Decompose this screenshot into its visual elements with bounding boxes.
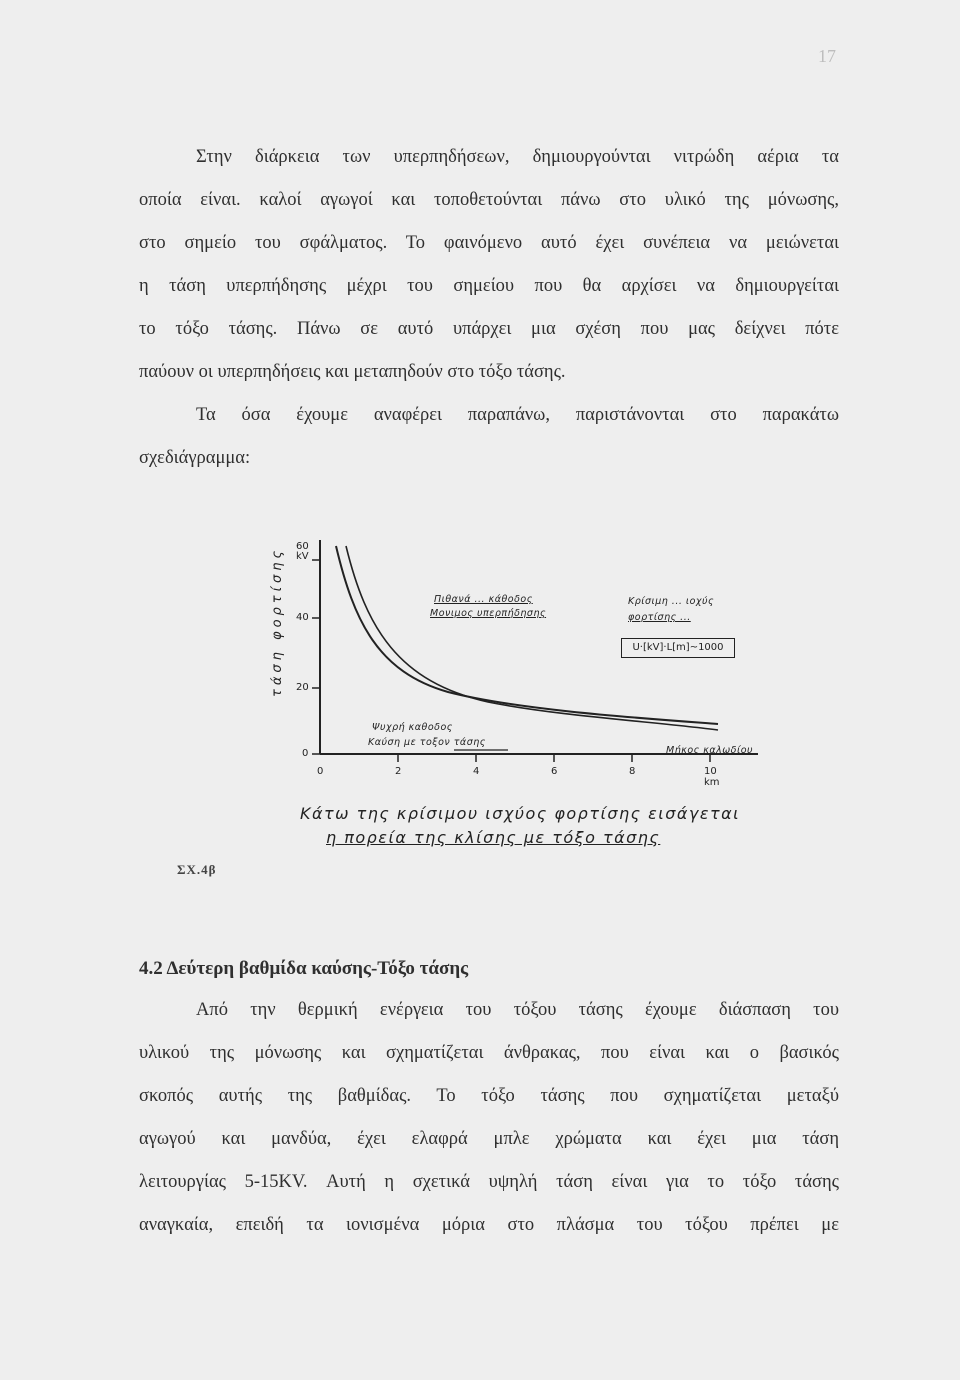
y-tick-label: 60 kV: [296, 541, 309, 562]
annotation-lower-left-line1: Ψυχρή καθοδος: [372, 722, 453, 733]
paragraph-line: λειτουργίας 5-15KV. Αυτή η σχετικά υψηλή τάση είναι για το τόξο τάσης: [139, 1172, 839, 1192]
paragraph-line: Τα όσα έχουμε αναφέρει παραπάνω, παριστάνονται στο παρακάτω: [196, 405, 839, 425]
page-number: 17: [818, 46, 836, 66]
critical-formula-box: U·[kV]·L[m]~1000: [621, 638, 735, 658]
figure-caption-line2: η πορεία της κλίσης με τόξο τάσης: [326, 828, 661, 847]
y-tick-label: 0: [302, 748, 309, 759]
paragraph-line: παύουν οι υπερπηδήσεις και μεταπηδούν στο τόξο τάσης.: [139, 362, 566, 382]
paragraph-line: Από την θερμική ενέργεια του τόξου τάσης έχουμε διάσπαση του: [196, 1000, 839, 1020]
annotation-upper-left-line2: Μονιμος υπερπήδησης: [430, 608, 547, 619]
x-tick-label: 2: [395, 766, 402, 777]
annotation-upper-right-line1: Κρίσιμη ... ιοχύς: [628, 596, 715, 607]
paragraph-line: σχεδιάγραμμα:: [139, 448, 251, 468]
paragraph-line: οποία είναι. καλοί αγωγοί και τοποθετούνται πάνω στο υλικό της μόνωσης,: [139, 190, 839, 210]
figure-label: ΣΧ.4β: [177, 862, 217, 877]
annotation-lower-right: Μήκος καλωδίου: [666, 745, 753, 756]
paragraph-2: [139, 394, 839, 480]
paragraph-line: στο σημείο του σφάλματος. Το φαινόμενο αυτό έχει συνέπεια να μειώνεται: [139, 233, 839, 253]
annotation-upper-right-line2: φορτίσης ...: [628, 612, 691, 623]
paragraph-1: [139, 136, 839, 394]
x-tick-label: 10 km: [704, 766, 720, 788]
y-axis-label: τάση φορτίσης: [270, 546, 285, 697]
paragraph-line: σκοπός αυτής της βαθμίδας. Το τόξο τάσης που σχηματίζεται μεταξύ: [139, 1086, 839, 1106]
paragraph-line: αναγκαία, επειδή τα ιονισμένα μόρια στο πλάσμα του τόξου πρέπει με: [139, 1215, 839, 1235]
paragraph-line: αγωγού και μανδύα, έχει ελαφρά μπλε χρώματα και έχει μια τάση: [139, 1129, 839, 1149]
annotation-upper-left-line1: Πιθανά ... κάθοδος: [434, 594, 533, 605]
section-heading: 4.2 Δεύτερη βαθμίδα καύσης-Τόξο τάσης: [139, 958, 469, 979]
paragraph-line: υλικού της μόνωσης και σχηματίζεται άνθρακας, που είναι και ο βασικός: [139, 1043, 839, 1063]
x-tick-label: 4: [473, 766, 480, 777]
figure-caption-line1: Κάτω της κρίσιμου ισχύος φορτίσης εισάγεται: [300, 804, 741, 823]
paragraph-line: το τόξο τάσης. Πάνω σε αυτό υπάρχει μια σχέση που μας δείχνει πότε: [139, 319, 839, 339]
paragraph-line: η τάση υπερπήδησης μέχρι του σημείου που θα αρχίσει να δημιουργείται: [139, 276, 839, 296]
paragraph-3: [139, 989, 839, 1247]
x-tick-label: 6: [551, 766, 558, 777]
x-tick-label: 0: [317, 766, 324, 777]
paragraph-line: Στην διάρκεια των υπερπηδήσεων, δημιουργούνται νιτρώδη αέρια τα: [196, 147, 839, 167]
y-tick-label: 40: [296, 612, 309, 623]
annotation-lower-left-line2: Καύση με τοξον τάσης: [368, 737, 486, 748]
x-tick-label: 8: [629, 766, 636, 777]
y-tick-label: 20: [296, 682, 309, 693]
voltage-diagram: [258, 532, 778, 862]
